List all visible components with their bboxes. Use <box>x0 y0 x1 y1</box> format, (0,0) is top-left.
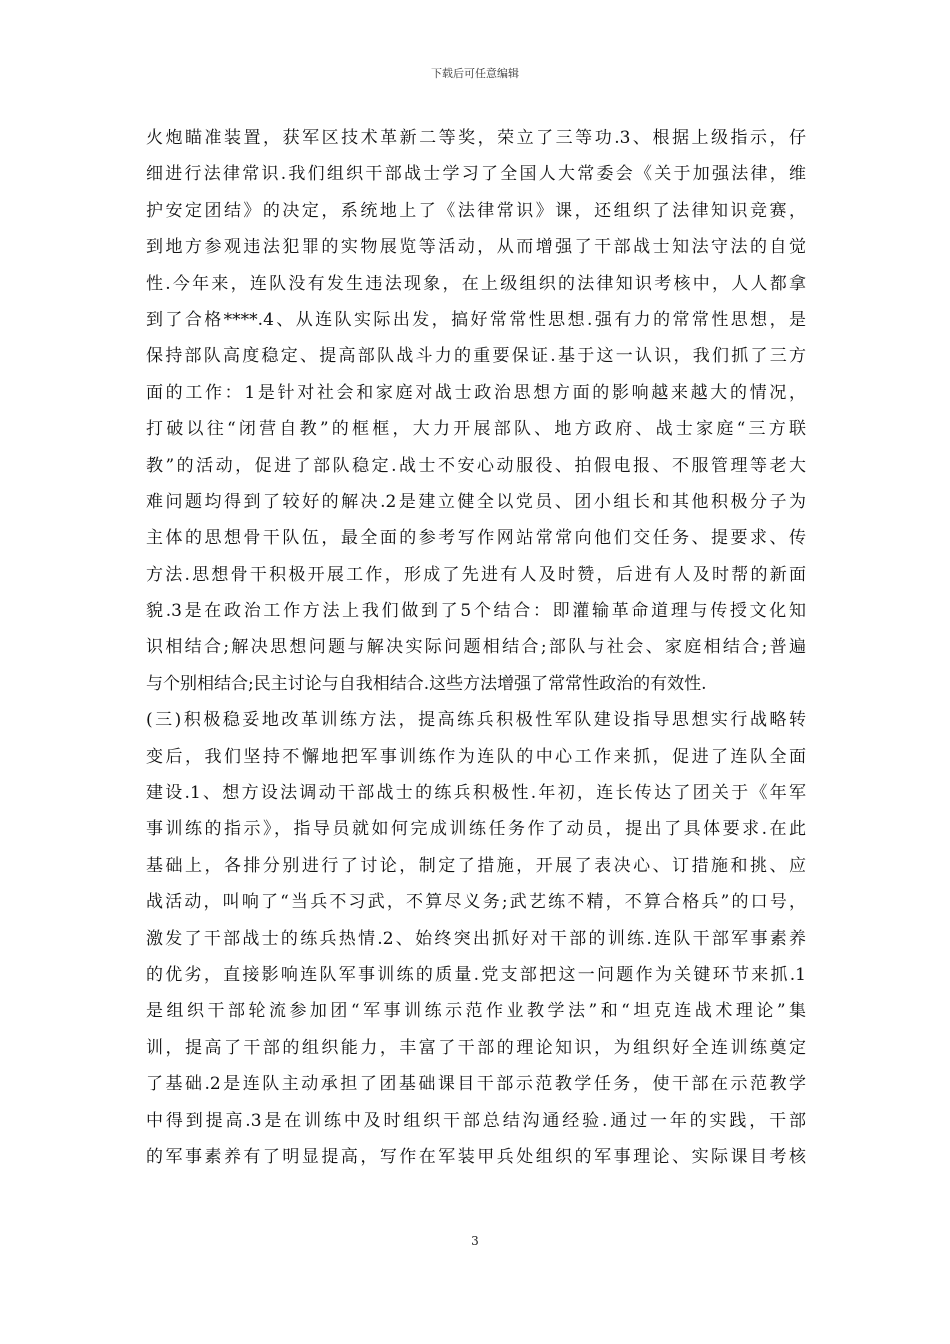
text-line: 基础上，各排分别进行了讨论，制定了措施，开展了表决心、订措施和挑、应 <box>146 855 806 876</box>
text-line: 细进行法律常识.我们组织干部战士学习了全国人大常委会《关于加强法律，维 <box>146 164 806 185</box>
text-line: 保持部队高度稳定、提高部队战斗力的重要保证.基于这一认识，我们抓了三方 <box>146 346 806 367</box>
text-line: 难问题均得到了较好的解决.2是建立健全以党员、团小组长和其他积极分子为 <box>146 491 806 512</box>
body-text <box>146 120 806 1175</box>
text-line: 激发了干部战士的练兵热情.2、始终突出抓好对干部的训练.连队干部军事素养 <box>146 928 806 949</box>
text-line: 方法.思想骨干积极开展工作，形成了先进有人及时赞，后进有人及时帮的新面 <box>146 564 806 585</box>
text-line: 了基础.2是连队主动承担了团基础课目干部示范教学任务，使干部在示范教学 <box>146 1074 806 1095</box>
text-line: 性.今年来，连队没有发生违法现象，在上级组织的法律知识考核中，人人都拿 <box>146 273 806 294</box>
text-line: 到了合格****.4、从连队实际出发，搞好常常性思想.强有力的常常性思想，是 <box>146 309 806 330</box>
text-line: 识相结合;解决思想问题与解决实际问题相结合;部队与社会、家庭相结合;普遍 <box>146 637 806 658</box>
text-line: 貌.3是在政治工作方法上我们做到了5个结合：即灌输革命道理与传授文化知 <box>146 601 806 622</box>
text-line: 面的工作：1是针对社会和家庭对战士政治思想方面的影响越来越大的情况， <box>146 382 806 403</box>
text-line: 事训练的指示》，指导员就如何完成训练任务作了动员，提出了具体要求.在此 <box>146 819 806 840</box>
page-header-note: 下载后可任意编辑 <box>431 67 519 80</box>
text-line: 变后，我们坚持不懈地把军事训练作为连队的中心工作来抓，促进了连队全面 <box>146 746 806 767</box>
text-line: 打破以往“闭营自教”的框框，大力开展部队、地方政府、战士家庭“三方联 <box>146 419 806 440</box>
text-line: 的军事素养有了明显提高，写作在军装甲兵处组织的军事理论、实际课目考核 <box>146 1146 806 1167</box>
page-number: 3 <box>471 1234 479 1248</box>
text-line: 到地方参观违法犯罪的实物展览等活动，从而增强了干部战士知法守法的自觉 <box>146 237 806 258</box>
text-line: (三)积极稳妥地改革训练方法，提高练兵积极性军队建设指导思想实行战略转 <box>146 710 806 731</box>
text-line: 主体的思想骨干队伍，最全面的参考写作网站常常向他们交任务、提要求、传 <box>146 528 806 549</box>
text-line: 教”的活动，促进了部队稳定.战士不安心动服役、拍假电报、不服管理等老大 <box>146 455 806 476</box>
text-line: 火炮瞄准装置，获军区技术革新二等奖，荣立了三等功.3、根据上级指示，仔 <box>146 128 806 148</box>
text-line: 中得到提高.3是在训练中及时组织干部总结沟通经验.通过一年的实践，干部 <box>146 1110 806 1131</box>
text-line: 护安定团结》的决定，系统地上了《法律常识》课，还组织了法律知识竞赛， <box>146 200 806 221</box>
text-line: 训，提高了干部的组织能力，丰富了干部的理论知识，为组织好全连训练奠定 <box>146 1037 806 1058</box>
text-line: 的优劣，直接影响连队军事训练的质量.党支部把这一问题作为关键环节来抓.1 <box>146 964 806 985</box>
text-line: 与个别相结合;民主讨论与自我相结合.这些方法增强了常常性政治的有效性. <box>146 673 707 694</box>
text-line: 建设.1、想方设法调动干部战士的练兵积极性.年初，连长传达了团关于《年军 <box>146 783 806 804</box>
text-line: 战活动，叫响了“当兵不习武，不算尽义务;武艺练不精，不算合格兵”的口号， <box>146 892 806 913</box>
text-line: 是组织干部轮流参加团“军事训练示范作业教学法”和“坦克连战术理论”集 <box>146 1001 806 1022</box>
